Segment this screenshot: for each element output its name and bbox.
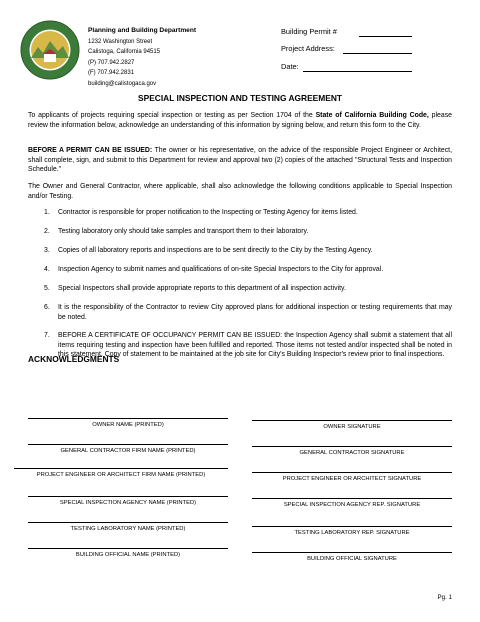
item-number: 3. <box>44 247 50 254</box>
item-text: Copies of all laboratory reports and inspections are to be sent directly to the City by the Testing Agency. <box>58 247 373 254</box>
before-permit-text: The owner or his representative, on the advice of the responsible Project Engineer or Architect, shall complete, sign, and submit to this Department for review and approval two (2) copies of the attached "Structural Tests and Inspection Schedule." <box>28 147 452 174</box>
item-number: 6. <box>44 304 50 311</box>
owner-name-field[interactable] <box>28 418 228 428</box>
intro-rest: please review the information below, acknowledge an understanding of this information by signing below, and return this form to the City. <box>28 112 452 129</box>
date-field[interactable] <box>303 71 412 72</box>
page-title: SPECIAL INSPECTION AND TESTING AGREEMENT <box>138 93 342 103</box>
date-label: Date: <box>281 62 299 71</box>
intro-paragraph <box>28 111 452 130</box>
fax-line: (F) 707.942.2831 <box>88 70 135 76</box>
intro-lead: To applicants of projects requiring special inspection or testing as per Section 1704 of the <box>28 112 316 119</box>
address-line: 1232 Washington Street <box>88 38 153 45</box>
intro-code: State of California Building Code, <box>315 112 429 119</box>
before-permit-label: BEFORE A PERMIT CAN BE ISSUED: <box>28 147 153 154</box>
field-label: BUILDING OFFICIAL SIGNATURE <box>307 556 397 562</box>
field-label: GENERAL CONTRACTOR SIGNATURE <box>299 450 405 456</box>
address-line: Calistoga, California 94515 <box>88 49 161 55</box>
item-number: 1. <box>44 209 50 216</box>
contractor-signature-field[interactable] <box>252 446 452 456</box>
project-address-label: Project Address: <box>281 44 335 53</box>
owner-signature-field[interactable] <box>252 420 452 430</box>
acknowledgments-heading: ACKNOWLEDGMENTS <box>28 354 120 364</box>
city-seal-logo <box>20 20 80 80</box>
field-label: OWNER NAME (PRINTED) <box>92 422 164 428</box>
inspection-agency-field[interactable] <box>28 496 228 506</box>
engineer-signature-field[interactable] <box>252 472 452 482</box>
item-number: 7. <box>44 332 50 339</box>
item-text: Testing laboratory only should take samples and transport them to their laboratory. <box>58 228 309 235</box>
page-number: Pg. 1 <box>437 594 452 601</box>
permit-number-label: Building Permit # <box>281 27 337 36</box>
engineer-firm-field[interactable] <box>14 468 228 478</box>
owner-paragraph: The Owner and General Contractor, where applicable, shall also acknowledge the following conditions applicable to Special Inspection and/or Testing. <box>28 183 452 200</box>
field-label: TESTING LABORATORY NAME (PRINTED) <box>70 526 186 532</box>
field-label: GENERAL CONTRACTOR FIRM NAME (PRINTED) <box>60 448 196 454</box>
item-number: 4. <box>44 266 50 273</box>
item-text: It is the responsibility of the Contractor to review City approved plans for additional inspection or testing requirements that may be noted. <box>58 304 452 321</box>
item-text: Contractor is responsible for proper notification to the Inspecting or Testing Agency for items listed. <box>58 209 358 216</box>
field-label: OWNER SIGNATURE <box>323 424 381 430</box>
building-official-signature-field[interactable] <box>252 552 452 562</box>
building-official-name-field[interactable] <box>28 548 228 558</box>
item-text: Inspection Agency to submit names and qualifications of on-site Special Inspectors to the City for approval. <box>58 266 384 273</box>
email-line: building@calistogaca.gov <box>88 80 157 87</box>
project-address-field[interactable] <box>343 53 412 54</box>
field-label: SPECIAL INSPECTION AGENCY NAME (PRINTED) <box>59 500 197 506</box>
testing-lab-field[interactable] <box>28 522 228 532</box>
item-text: Special Inspectors shall provide appropriate reports to this department of all inspection activity. <box>58 285 346 292</box>
item-text: BEFORE A CERTIFICATE OF OCCUPANCY PERMIT CAN BE ISSUED: the Inspection Agency shall submit a statement that all items requiring testing and inspection have been fulfilled and reported. Those items not tested and/or inspected shall be noted in this statement. Copy of statement to be maintained at the job site for City's Building Inspector's review prior to final inspections. <box>58 332 452 359</box>
inspection-signature-field[interactable] <box>252 498 452 508</box>
phone-line: (P) 707.942.2827 <box>88 59 135 66</box>
field-label: BUILDING OFFICIAL NAME (PRINTED) <box>75 552 181 558</box>
field-label: PROJECT ENGINEER OR ARCHITECT SIGNATURE <box>282 476 422 482</box>
contractor-firm-field[interactable] <box>28 444 228 454</box>
field-label: TESTING LABORATORY REP. SIGNATURE <box>294 530 410 536</box>
item-number: 5. <box>44 285 50 292</box>
permit-number-field[interactable] <box>359 36 412 37</box>
testing-lab-signature-field[interactable] <box>252 526 452 536</box>
before-permit-paragraph <box>28 146 452 175</box>
item-number: 2. <box>44 228 50 235</box>
field-label: SPECIAL INSPECTION AGENCY REP. SIGNATURE <box>283 502 421 508</box>
department-block <box>88 26 196 89</box>
field-label: PROJECT ENGINEER OR ARCHITECT FIRM NAME (PRINTED) <box>36 472 206 478</box>
department-name: Planning and Building Department <box>88 27 197 34</box>
